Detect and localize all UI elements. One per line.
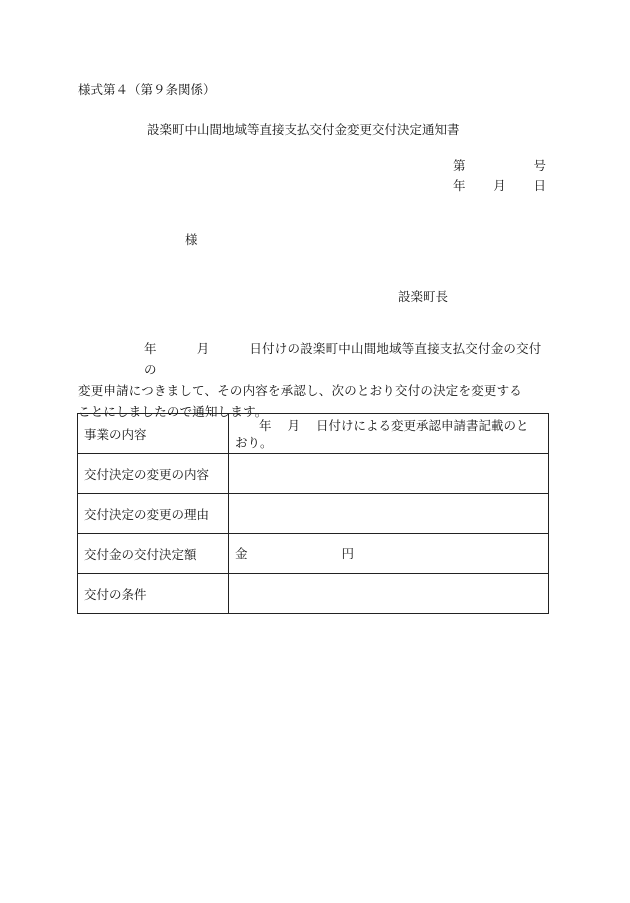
table-row	[78, 454, 549, 494]
body-line-1	[78, 338, 548, 380]
body-line-1-text: 日付けの設楽町中山間地域等直接支払交付金の交付の	[144, 341, 542, 377]
amount-yen-label: 円	[341, 546, 355, 561]
value-text: 日付けによる変更承認申請書記載のと	[316, 417, 529, 433]
notice-body	[78, 338, 548, 422]
table-row	[78, 494, 549, 534]
issue-date-line	[453, 176, 546, 194]
value-text-line2: おり。	[235, 434, 273, 450]
date-year-label: 年	[453, 178, 466, 193]
body-year: 年	[144, 341, 157, 356]
row-label-change-reason: 交付決定の変更の理由	[78, 494, 229, 534]
table-row	[78, 574, 549, 614]
value-month: 月	[287, 417, 301, 433]
row-label-conditions: 交付の条件	[78, 574, 229, 614]
document-title: 設楽町中山間地域等直接支払交付金変更交付決定通知書	[147, 122, 460, 137]
date-month-label: 月	[493, 178, 506, 193]
addressee-honorific: 様	[185, 232, 198, 247]
document-number-line	[453, 156, 546, 174]
body-line-3: ことにしましたので通知します。	[78, 404, 268, 419]
body-line-2: 変更申請につきまして、その内容を承認し、次のとおり交付の決定を変更する	[78, 383, 523, 398]
number-label-dai: 第	[453, 158, 466, 173]
row-label-project-content: 事業の内容	[78, 414, 229, 454]
row-label-decision-amount: 交付金の交付決定額	[78, 534, 229, 574]
table-row	[78, 534, 549, 574]
amount-kin-label: 金	[235, 546, 248, 561]
form-number: 様式第４（第９条関係）	[78, 82, 216, 97]
decision-detail-table	[77, 413, 549, 614]
row-value-change-content	[229, 454, 549, 494]
value-year: 年	[259, 417, 272, 433]
table-row	[78, 414, 549, 454]
row-value-decision-amount	[229, 534, 549, 574]
body-month: 月	[196, 341, 210, 356]
row-value-conditions	[229, 574, 549, 614]
sender-title: 設楽町長	[398, 289, 449, 304]
number-label-go: 号	[533, 158, 546, 173]
row-value-change-reason	[229, 494, 549, 534]
row-label-change-content: 交付決定の変更の内容	[78, 454, 229, 494]
row-value-project-content	[229, 414, 549, 454]
date-day-label: 日	[533, 178, 546, 193]
